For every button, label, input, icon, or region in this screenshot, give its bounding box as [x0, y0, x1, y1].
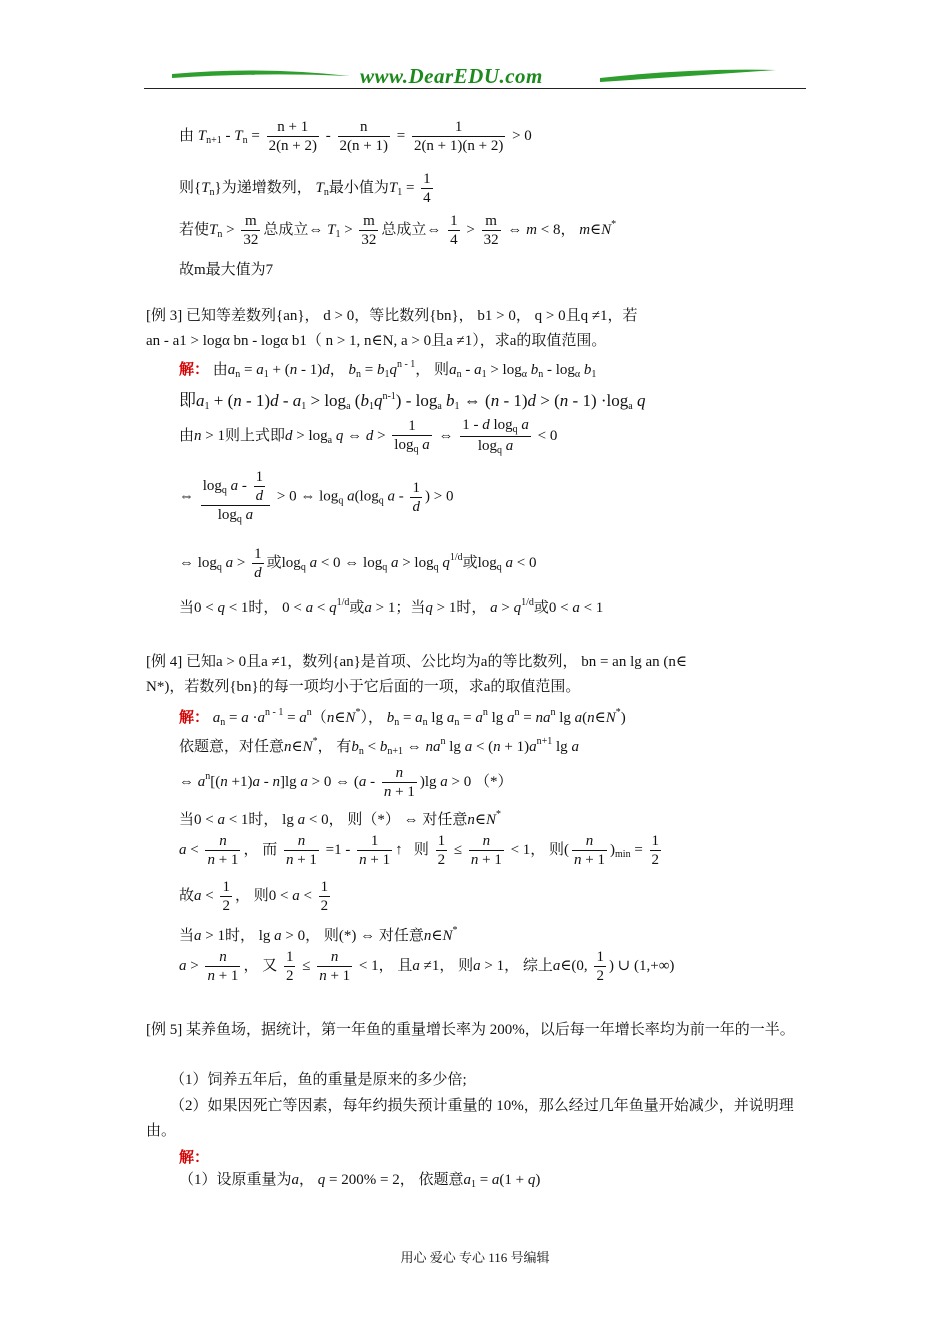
top-line-4: 故m最大值为7	[179, 262, 274, 278]
text-prefix: 由	[179, 127, 195, 144]
answer-label: 解：	[179, 710, 210, 726]
ex3-step-2: 即$a_1 + (n - 1)d - a_1 > \log_a (b_1q^{n-1}) - \log_a b_1$ ⇔ $(n - 1)d > (n - 1) \cdot\log_a$ q	[179, 391, 646, 412]
ex4-step-3: ⇔ $a^n[(n +1)a - n]\lg$ a > 0 ⇔ (a - $\frac{n}{n + 1}$ )lg a > 0 （*）	[179, 765, 513, 800]
ex3-step-3: 由n > 1则上式即$d > \log_a q$ ⇔ d > $\frac{1}{\log_q a}$ ⇔ $\frac{1 - d \log_q a}{\log_q a}$ < 0	[179, 417, 558, 456]
ex3-step-6: 当0 < q < 1时， $0 < a < q^{1/d}$或a > 1；当q > 1时， $a > q^{1/d}$或0 < a < 1	[179, 597, 604, 616]
ex4-step-6: 故a < $\frac{1}{2}$ ， 则0 < a < $\frac{1}{2}$	[179, 879, 329, 914]
page-footer: 用心 爱心 专心 116 号编辑	[400, 1250, 550, 1265]
ex4-step-8: a > $\frac{n}{n + 1}$ ， 又 $\frac{1}{2}$ ≤ $\frac{n}{n + 1}$ < 1， 且a ≠1， 则a > 1， 综上a∈(0, $\frac{1}{2}$ ) ∪ (1,+∞)	[179, 949, 675, 984]
ex4-step-7: 当a > 1时， lg a > 0， 则(*) ⇔ 对任意n∈N*	[179, 925, 458, 944]
example-5-question: [例 5] 某养鱼场，据统计，第一年鱼的重量增长率为 200%，以后每一年增长率均为前一年的一半。	[146, 1022, 795, 1038]
ex5-part-1: （1）饲养五年后，鱼的重量是原来的多少倍;	[170, 1072, 467, 1088]
ex5-answer-label-line	[179, 1146, 209, 1167]
ex4-question-line-1: [例 4] 已知a > 0且a ≠1，数列{an}是首项、公比均为a的等比数列， bn = an lg an (n∈	[146, 654, 688, 670]
example-4-question	[146, 650, 808, 700]
header-divider	[144, 88, 806, 89]
ex4-step-4: 当0 < a < 1时， lg a < 0， 则（*） ⇔ 对任意n∈N*	[179, 809, 501, 828]
ex3-step-4: ⇔ $\log_q a$ - $\frac{1}{d}$ $\log_q a$ > 0 ⇔ $\log_q a(\log_q$ a - $\frac{1}{d}$ ) > 0	[179, 469, 454, 525]
ex3-step-5: ⇔ $\log_q a$ > $\frac{1}{d}$ 或$\log_q a < 0$ ⇔ $\log_q a > \log_q q^{1/d}$或$\log_q a < 0$	[179, 546, 537, 581]
example-3-question	[146, 304, 808, 354]
answer-label: 解：	[179, 1150, 210, 1166]
site-logo-text: www.DearEDU.com	[360, 64, 543, 88]
ex4-step-5: a < $\frac{n}{n + 1}$ ， 而 $\frac{n}{n + 1}$ =1 - $\frac{1}{n + 1}$ ↑ 则 $\frac{1}{2}$ ≤ $\frac{n}{n + 1}$ < 1， 则( $\frac{n}{n + 1}$ )$_{min}$ = $\frac{1}{2}$	[179, 833, 660, 868]
ex3-question-line-1: [例 3] 已知等差数列{an}， d > 0，等比数列{bn}， b1 > 0， q > 0且q ≠1，若	[146, 308, 638, 324]
ex5-part-2: （2）如果因死亡等因素，每年约损失预计重量的 10%，那么经过几年鱼量开始减少，并说明理由。	[146, 1098, 794, 1139]
top-line-2: 则$\{T_n\}$为递增数列， $T_n$最小值为$T_1$ = $\frac{1}{4}$	[179, 171, 431, 206]
answer-label: 解：	[179, 362, 210, 378]
top-line-3: 若使$T_n$ > $\frac{m}{32}$ 总成立⇔ $T_1$ > $\frac{m}{32}$ 总成立⇔ $\frac{1}{4}$ > $\frac{m}{32}$ ⇔ m < 8， m∈N*	[179, 213, 617, 248]
top-line-1: 由 $T_{n+1} - T_n$ = $\frac{n + 1}{2(n + 2)}$ - $\frac{n}{2(n + 1)}$ = $\frac{1}{2(n + 1)(n + 2)}$ > 0	[179, 119, 532, 154]
ex3-step-1: 解： 由$a_n = a_1 + (n - 1)d$， $b_n = b_1q^{n - 1}$， 则$a_n - a_1 > \log_\alpha b_n - \log_\alpha b_1$	[179, 359, 597, 380]
ex4-step-1: 解： $a_n = a \cdot a^{n - 1}$ = $a^n(n\in N^*)$， $b_n = a_n$ $\lg a_n = a^n$ $\lg a^n = na^n$ lg a(n∈N*)	[179, 707, 626, 728]
ex4-question-line-2: N*)，若数列{bn}的每一项均小于它后面的一项，求a的取值范围。	[146, 679, 581, 695]
ex4-step-2: 依题意，对任意n∈N*， 有$b_n < b_{n+1}$ ⇔ $na^n$ $\lg a < (n + 1)a^{n+1}$ lg a	[179, 736, 579, 757]
ex5-step-1: （1）设原重量为a， q = 200% = 2， 依题意$a_1 = a(1 + q)$	[179, 1172, 541, 1190]
ex3-question-line-2: an - a1 > logα bn - logα b1（ n > 1, n∈N, a > 0且a ≠1），求a的取值范围。	[146, 333, 607, 349]
